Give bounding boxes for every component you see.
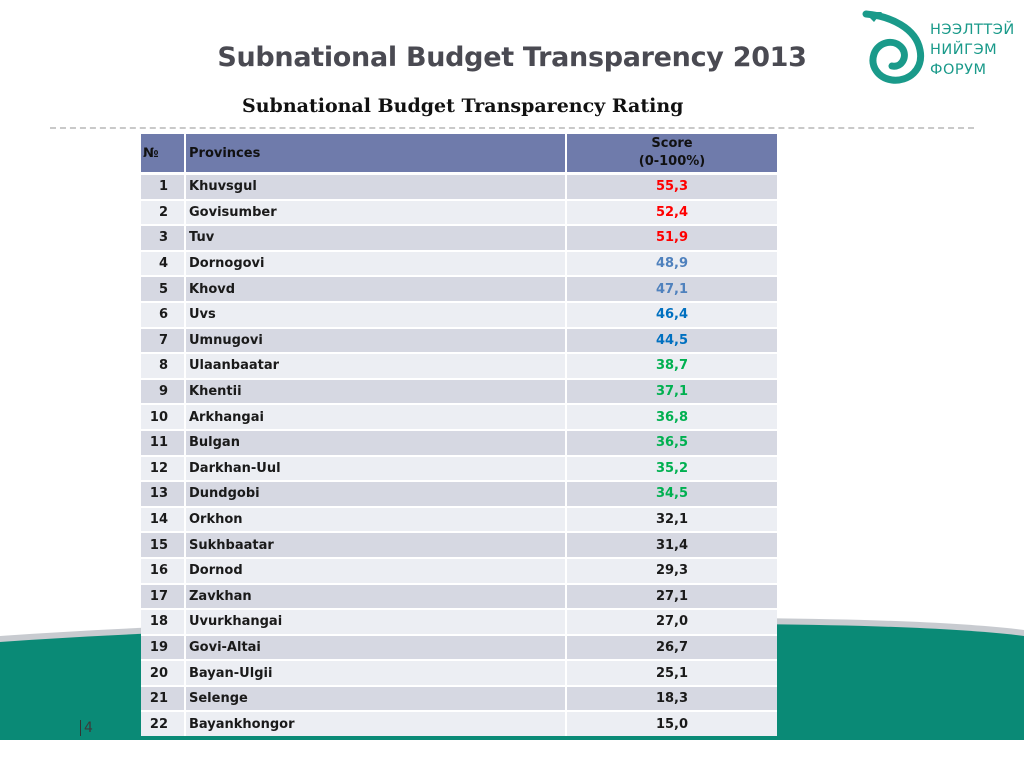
- score-cell: 47,1: [566, 276, 777, 302]
- rank-cell: 17: [141, 584, 185, 610]
- page-number: 4: [80, 720, 93, 736]
- score-cell: 36,5: [566, 430, 777, 456]
- score-cell: 26,7: [566, 635, 777, 661]
- province-cell: Uvs: [185, 302, 566, 328]
- score-cell: 36,8: [566, 404, 777, 430]
- score-cell: 27,0: [566, 609, 777, 635]
- score-cell: 44,5: [566, 328, 777, 354]
- province-cell: Sukhbaatar: [185, 532, 566, 558]
- table-row: [141, 302, 777, 328]
- rank-cell: 10: [141, 404, 185, 430]
- score-cell: 37,1: [566, 379, 777, 405]
- table-row: [141, 328, 777, 354]
- organization-logo: [860, 10, 1020, 84]
- table-row: [141, 353, 777, 379]
- slide-subtitle: Subnational Budget Transparency Rating: [242, 95, 684, 117]
- table-row: [141, 660, 777, 686]
- province-cell: Govisumber: [185, 200, 566, 226]
- slide-title: Subnational Budget Transparency 2013: [217, 42, 807, 73]
- province-cell: Tuv: [185, 225, 566, 251]
- rank-cell: 20: [141, 660, 185, 686]
- rank-cell: 22: [141, 711, 185, 736]
- province-cell: Govi-Altai: [185, 635, 566, 661]
- spiral-logo-icon: [860, 10, 928, 84]
- table-row: [141, 532, 777, 558]
- column-header-province: Provinces: [185, 134, 566, 174]
- table-row: [141, 174, 777, 200]
- table-row: [141, 711, 777, 736]
- province-cell: Umnugovi: [185, 328, 566, 354]
- score-header-line-1: Score: [651, 136, 693, 151]
- score-cell: 46,4: [566, 302, 777, 328]
- transparency-rating-table: [141, 134, 777, 736]
- province-cell: Khuvsgul: [185, 174, 566, 200]
- column-header-score: [566, 134, 777, 174]
- score-cell: 55,3: [566, 174, 777, 200]
- province-cell: Selenge: [185, 686, 566, 712]
- score-cell: 52,4: [566, 200, 777, 226]
- table-row: [141, 379, 777, 405]
- logo-text-line-3: ФОРУМ: [930, 62, 987, 78]
- table-row: [141, 609, 777, 635]
- table-row: [141, 430, 777, 456]
- score-cell: 48,9: [566, 251, 777, 277]
- table-row: [141, 456, 777, 482]
- province-cell: Khentii: [185, 379, 566, 405]
- rank-cell: 21: [141, 686, 185, 712]
- province-cell: Arkhangai: [185, 404, 566, 430]
- province-cell: Dornod: [185, 558, 566, 584]
- table-row: [141, 200, 777, 226]
- score-cell: 34,5: [566, 481, 777, 507]
- rank-cell: 18: [141, 609, 185, 635]
- score-cell: 38,7: [566, 353, 777, 379]
- province-cell: Dornogovi: [185, 251, 566, 277]
- table-header-row: [141, 134, 777, 174]
- rank-cell: 7: [141, 328, 185, 354]
- province-cell: Dundgobi: [185, 481, 566, 507]
- rank-cell: 16: [141, 558, 185, 584]
- rank-cell: 19: [141, 635, 185, 661]
- rank-cell: 3: [141, 225, 185, 251]
- rank-cell: 4: [141, 251, 185, 277]
- province-cell: Uvurkhangai: [185, 609, 566, 635]
- province-cell: Bayan-Ulgii: [185, 660, 566, 686]
- rank-cell: 5: [141, 276, 185, 302]
- table-row: [141, 225, 777, 251]
- logo-text-line-2: НИЙГЭМ: [930, 42, 998, 58]
- table-row: [141, 507, 777, 533]
- score-cell: 18,3: [566, 686, 777, 712]
- rank-cell: 12: [141, 456, 185, 482]
- rank-cell: 6: [141, 302, 185, 328]
- table-row: [141, 481, 777, 507]
- province-cell: Zavkhan: [185, 584, 566, 610]
- score-cell: 27,1: [566, 584, 777, 610]
- score-cell: 35,2: [566, 456, 777, 482]
- province-cell: Khovd: [185, 276, 566, 302]
- province-cell: Orkhon: [185, 507, 566, 533]
- title-divider: [50, 127, 974, 129]
- rank-cell: 8: [141, 353, 185, 379]
- province-cell: Bayankhongor: [185, 711, 566, 736]
- column-header-number: №: [141, 134, 185, 174]
- score-header-line-2: (0-100%): [638, 154, 706, 169]
- rank-cell: 1: [141, 174, 185, 200]
- rank-cell: 2: [141, 200, 185, 226]
- score-cell: 32,1: [566, 507, 777, 533]
- table-row: [141, 686, 777, 712]
- province-cell: Ulaanbaatar: [185, 353, 566, 379]
- score-cell: 25,1: [566, 660, 777, 686]
- province-cell: Darkhan-Uul: [185, 456, 566, 482]
- table-row: [141, 558, 777, 584]
- score-cell: 29,3: [566, 558, 777, 584]
- score-cell: 15,0: [566, 711, 777, 736]
- score-cell: 31,4: [566, 532, 777, 558]
- table-row: [141, 251, 777, 277]
- province-cell: Bulgan: [185, 430, 566, 456]
- rank-cell: 11: [141, 430, 185, 456]
- table-row: [141, 635, 777, 661]
- rank-cell: 9: [141, 379, 185, 405]
- table-row: [141, 404, 777, 430]
- score-cell: 51,9: [566, 225, 777, 251]
- rank-cell: 15: [141, 532, 185, 558]
- table-row: [141, 584, 777, 610]
- logo-text-line-1: НЭЭЛТТЭЙ: [930, 22, 1015, 38]
- table-row: [141, 276, 777, 302]
- rank-cell: 13: [141, 481, 185, 507]
- rank-cell: 14: [141, 507, 185, 533]
